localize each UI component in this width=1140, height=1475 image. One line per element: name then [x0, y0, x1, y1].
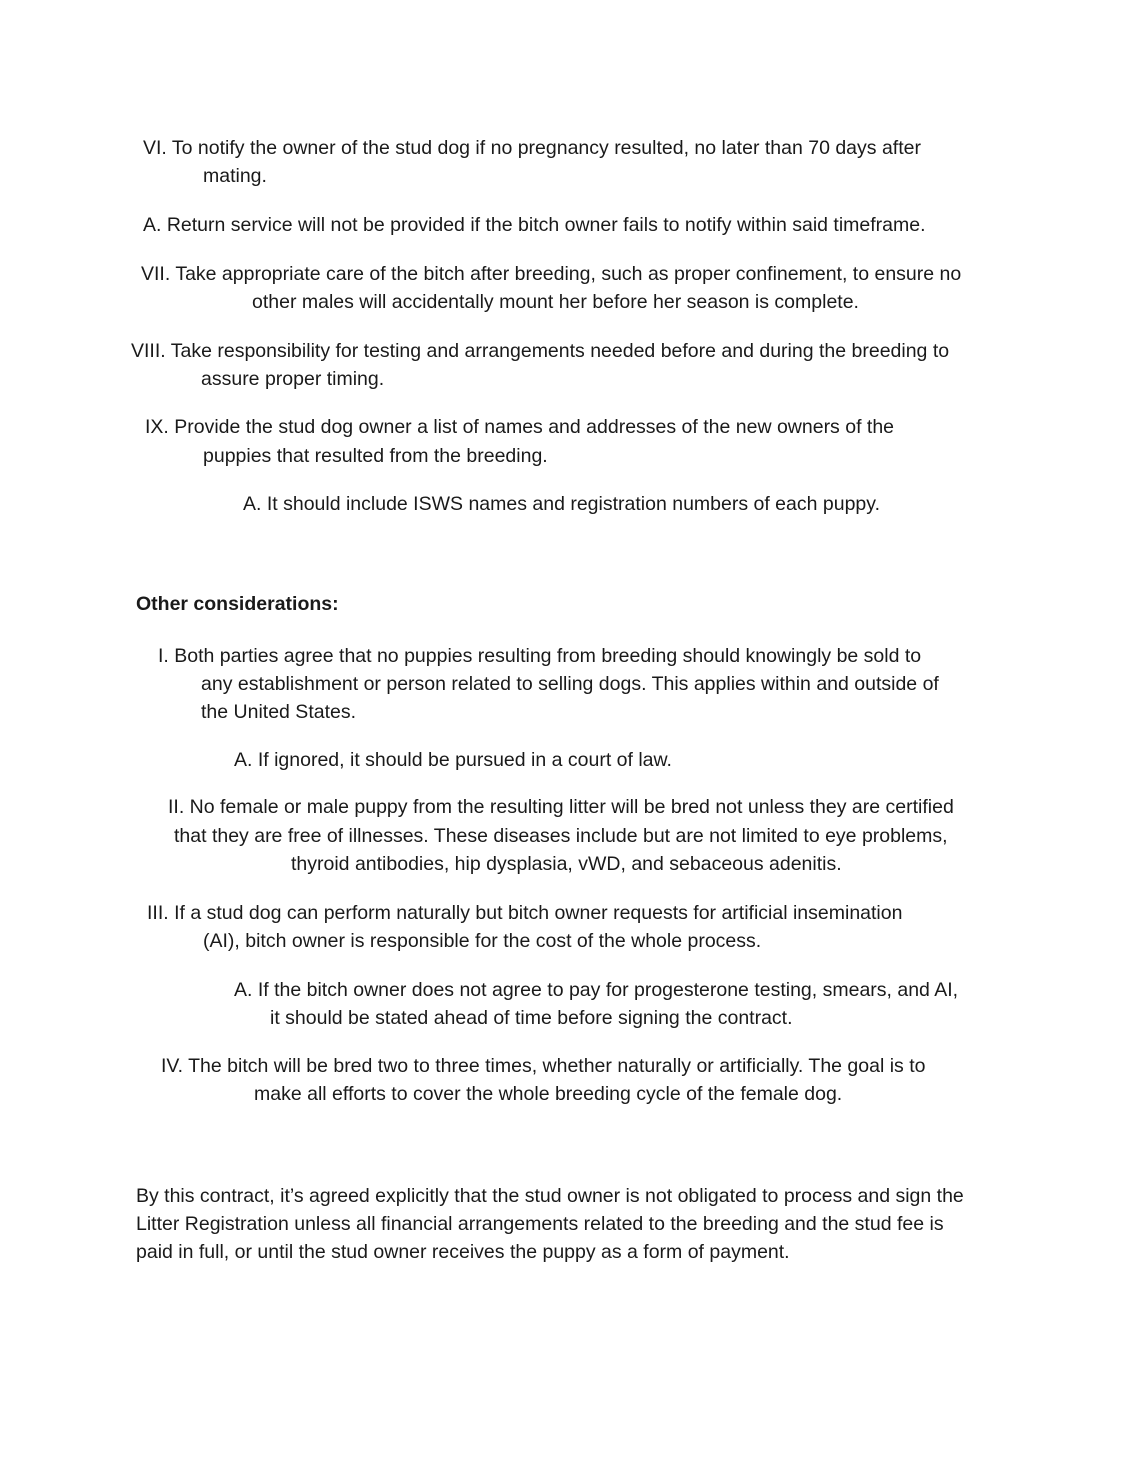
item-vi-line1: VI. To notify the owner of the stud dog if no pregnancy resulted, no later than 70 days after: [143, 137, 921, 159]
item-vi-a: A. Return service will not be provided if the bitch owner fails to notify within said timeframe.: [143, 214, 926, 236]
item-iii-a-line2: it should be stated ahead of time before signing the contract.: [270, 1007, 793, 1029]
item-i-line3: the United States.: [201, 701, 357, 723]
item-iii-line1: III. If a stud dog can perform naturally but bitch owner requests for artificial insemination: [147, 902, 903, 924]
item-i-line1: I. Both parties agree that no puppies resulting from breeding should knowingly be sold to: [158, 645, 922, 667]
item-vi-line2: mating.: [203, 165, 267, 187]
item-ix-line2: puppies that resulted from the breeding.: [203, 445, 548, 467]
item-iii-a-line1: A. If the bitch owner does not agree to pay for progesterone testing, smears, and AI,: [234, 979, 959, 1001]
closing-line3: paid in full, or until the stud owner receives the puppy as a form of payment.: [136, 1241, 790, 1263]
item-viii-line1: VIII. Take responsibility for testing and arrangements needed before and during the breeding to: [131, 340, 950, 362]
item-viii-line2: assure proper timing.: [201, 368, 385, 390]
item-ii-line2: that they are free of illnesses. These diseases include but are not limited to eye problems,: [174, 825, 948, 847]
item-ix-line1: IX. Provide the stud dog owner a list of names and addresses of the new owners of the: [145, 416, 895, 438]
item-vii-line1: VII. Take appropriate care of the bitch after breeding, such as proper confinement, to ensure no: [141, 263, 962, 285]
item-iv-line1: IV. The bitch will be bred two to three times, whether naturally or artificially. The goal is to: [161, 1055, 926, 1077]
item-iii-line2: (AI), bitch owner is responsible for the cost of the whole process.: [203, 930, 762, 952]
item-vii-line2: other males will accidentally mount her before her season is complete.: [252, 291, 859, 313]
closing-line1: By this contract, it’s agreed explicitly that the stud owner is not obligated to process and sign the: [136, 1185, 964, 1207]
section-heading: Other considerations:: [136, 593, 339, 615]
item-i-a: A. If ignored, it should be pursued in a court of law.: [234, 749, 672, 771]
item-ii-line1: II. No female or male puppy from the resulting litter will be bred not unless they are certified: [168, 796, 954, 818]
item-ix-a: A. It should include ISWS names and registration numbers of each puppy.: [243, 493, 880, 515]
closing-line2: Litter Registration unless all financial arrangements related to the breeding and the stud fee is: [136, 1213, 944, 1235]
item-i-line2: any establishment or person related to selling dogs. This applies within and outside of: [201, 673, 939, 695]
item-iv-line2: make all efforts to cover the whole breeding cycle of the female dog.: [254, 1083, 843, 1105]
item-ii-line3: thyroid antibodies, hip dysplasia, vWD, and sebaceous adenitis.: [291, 853, 842, 875]
